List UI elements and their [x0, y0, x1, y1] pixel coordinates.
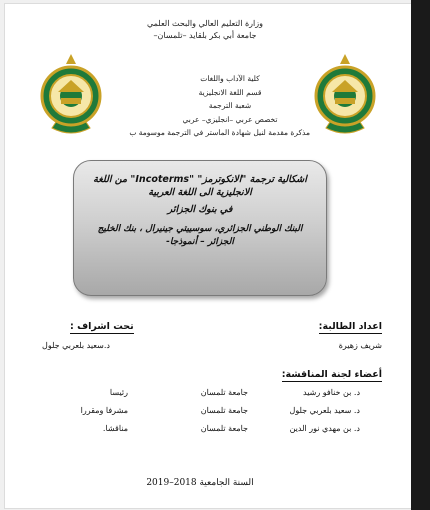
- header-block: [110, 18, 300, 42]
- member-role: مشرفا ومقررا: [80, 406, 128, 415]
- member-name: د. سعيد بلعربي جلول: [289, 406, 360, 415]
- student-name: شريف زهيرة: [338, 341, 382, 350]
- viewer-scrollbar-edge[interactable]: [411, 0, 430, 510]
- faculty-line: كلية الآداب واللغات: [200, 74, 260, 83]
- faculty-block: [129, 72, 310, 140]
- specialty-line: تخصص عربي –انجليزي– عربي: [182, 114, 278, 124]
- thesis-description-line: مذكرة مقدمة لنيل شهادة الماستر في الترجمة موسومة ب: [129, 128, 310, 137]
- university-line: جامعة أبي بكر بلقايد –تلمسان–: [153, 31, 257, 40]
- thesis-examples: البنك الوطني الجزائري، سوسييتي جينيرال ، بنك الخليج الجزائر – أنموذجا-: [97, 224, 303, 247]
- thesis-title: اشكالية ترجمة "الانكوترمز" "Incoterms" من اللغة الانجليزية الى اللغة العربية: [93, 174, 307, 198]
- committee-row: [60, 406, 360, 424]
- member-name: د. بن خنافو رشيد: [303, 388, 360, 397]
- student-label: اعداد الطالبة:: [318, 321, 382, 332]
- thesis-title-box: [73, 160, 327, 296]
- committee-row: [60, 388, 360, 406]
- university-logo-left: [38, 52, 104, 140]
- supervisor-name: د.سعيد بلعربي جلول: [42, 341, 110, 350]
- thesis-subtitle: في بنوك الجزائر: [167, 204, 233, 215]
- supervisor-label: تحت اشراف :: [70, 321, 134, 332]
- member-role: مناقشا.: [102, 424, 128, 433]
- member-name: د. بن مهدي نور الدين: [289, 424, 360, 433]
- member-university: جامعة تلمسان: [200, 388, 248, 397]
- department-line: قسم اللغة الانجليزية: [198, 87, 262, 97]
- academic-year: السنة الجامعية 2018–2019: [146, 478, 254, 488]
- branch-line: شعبة الترجمة: [208, 101, 252, 110]
- university-logo-right: [312, 52, 378, 140]
- member-university: جامعة تلمسان: [200, 424, 248, 433]
- ministry-line: وزارة التعليم العالي والبحث العلمي: [147, 19, 263, 28]
- committee-row: [60, 424, 360, 442]
- member-university: جامعة تلمسان: [200, 406, 248, 415]
- member-role: رئيسا: [109, 388, 128, 397]
- committee-label: أعضاء لجنة المناقشة:: [281, 369, 382, 380]
- committee-list: [60, 388, 360, 442]
